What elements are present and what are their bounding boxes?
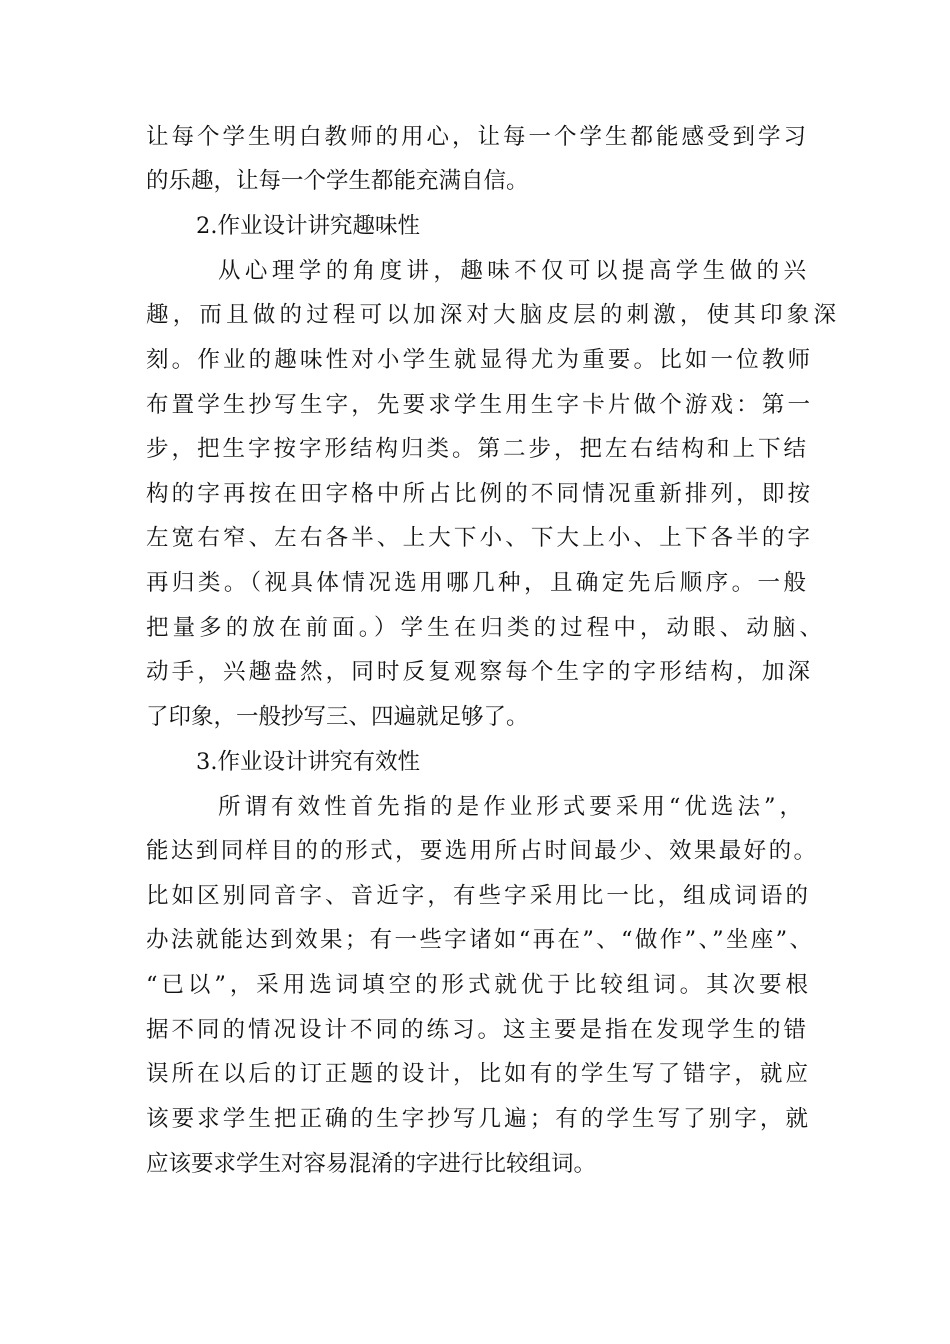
paragraph-line: 误所在以后的订正题的设计，比如有的学生写了错字，就应 xyxy=(146,1061,808,1087)
paragraph-line: 把量多的放在前面。）学生在归类的过程中，动眼、动脑、 xyxy=(146,615,822,641)
paragraph-line: “已以”，采用选词填空的形式就优于比较组词。其次要根 xyxy=(146,972,808,998)
paragraph-line: 了印象，一般抄写三、四遍就足够了。 xyxy=(146,704,529,730)
paragraph-line: 左宽右窄、左右各半、上大下小、下大上小、上下各半的字 xyxy=(146,525,810,551)
paragraph-line: 能达到同样目的的形式，要选用所占时间最少、效果最好的。 xyxy=(146,838,816,864)
section-heading: 2.作业设计讲究趣味性 xyxy=(196,213,420,239)
paragraph-line: 该要求学生把正确的生字抄写几遍；有的学生写了别字，就 xyxy=(146,1106,808,1132)
paragraph-line: 的乐趣，让每一个学生都能充满自信。 xyxy=(146,168,529,194)
paragraph-line: 应该要求学生对容易混淆的字进行比较组词。 xyxy=(146,1151,597,1177)
paragraph-line: 布置学生抄写生字，先要求学生用生字卡片做个游戏：第一 xyxy=(146,392,810,418)
section-heading: 3.作业设计讲究有效性 xyxy=(196,749,420,775)
paragraph-line: 趣，而且做的过程可以加深对大脑皮层的刺激，使其印象深 xyxy=(146,302,836,328)
paragraph-line: 让每个学生明白教师的用心，让每一个学生都能感受到学习 xyxy=(146,124,806,150)
paragraph-line: 办法就能达到效果；有一些字诸如“再在”、“做作”、”坐座”、 xyxy=(146,927,812,953)
paragraph-line: 步，把生字按字形结构归类。第二步，把左右结构和上下结 xyxy=(146,436,806,462)
paragraph-line: 再归类。（视具体情况选用哪几种，且确定先后顺序。一般 xyxy=(146,570,806,596)
paragraph-line: 从心理学的角度讲，趣味不仅可以提高学生做的兴 xyxy=(218,258,806,284)
paragraph-line: 比如区别同音字、音近字，有些字采用比一比，组成词语的 xyxy=(146,883,808,909)
paragraph-line: 构的字再按在田字格中所占比例的不同情况重新排列，即按 xyxy=(146,481,810,507)
paragraph-line: 据不同的情况设计不同的练习。这主要是指在发现学生的错 xyxy=(146,1017,806,1043)
paragraph-line: 所谓有效性首先指的是作业形式要采用“优选法”， xyxy=(218,794,802,820)
paragraph-line: 刻。作业的趣味性对小学生就显得尤为重要。比如一位教师 xyxy=(146,347,810,373)
paragraph-line: 动手，兴趣盎然，同时反复观察每个生字的字形结构，加深 xyxy=(146,659,810,685)
